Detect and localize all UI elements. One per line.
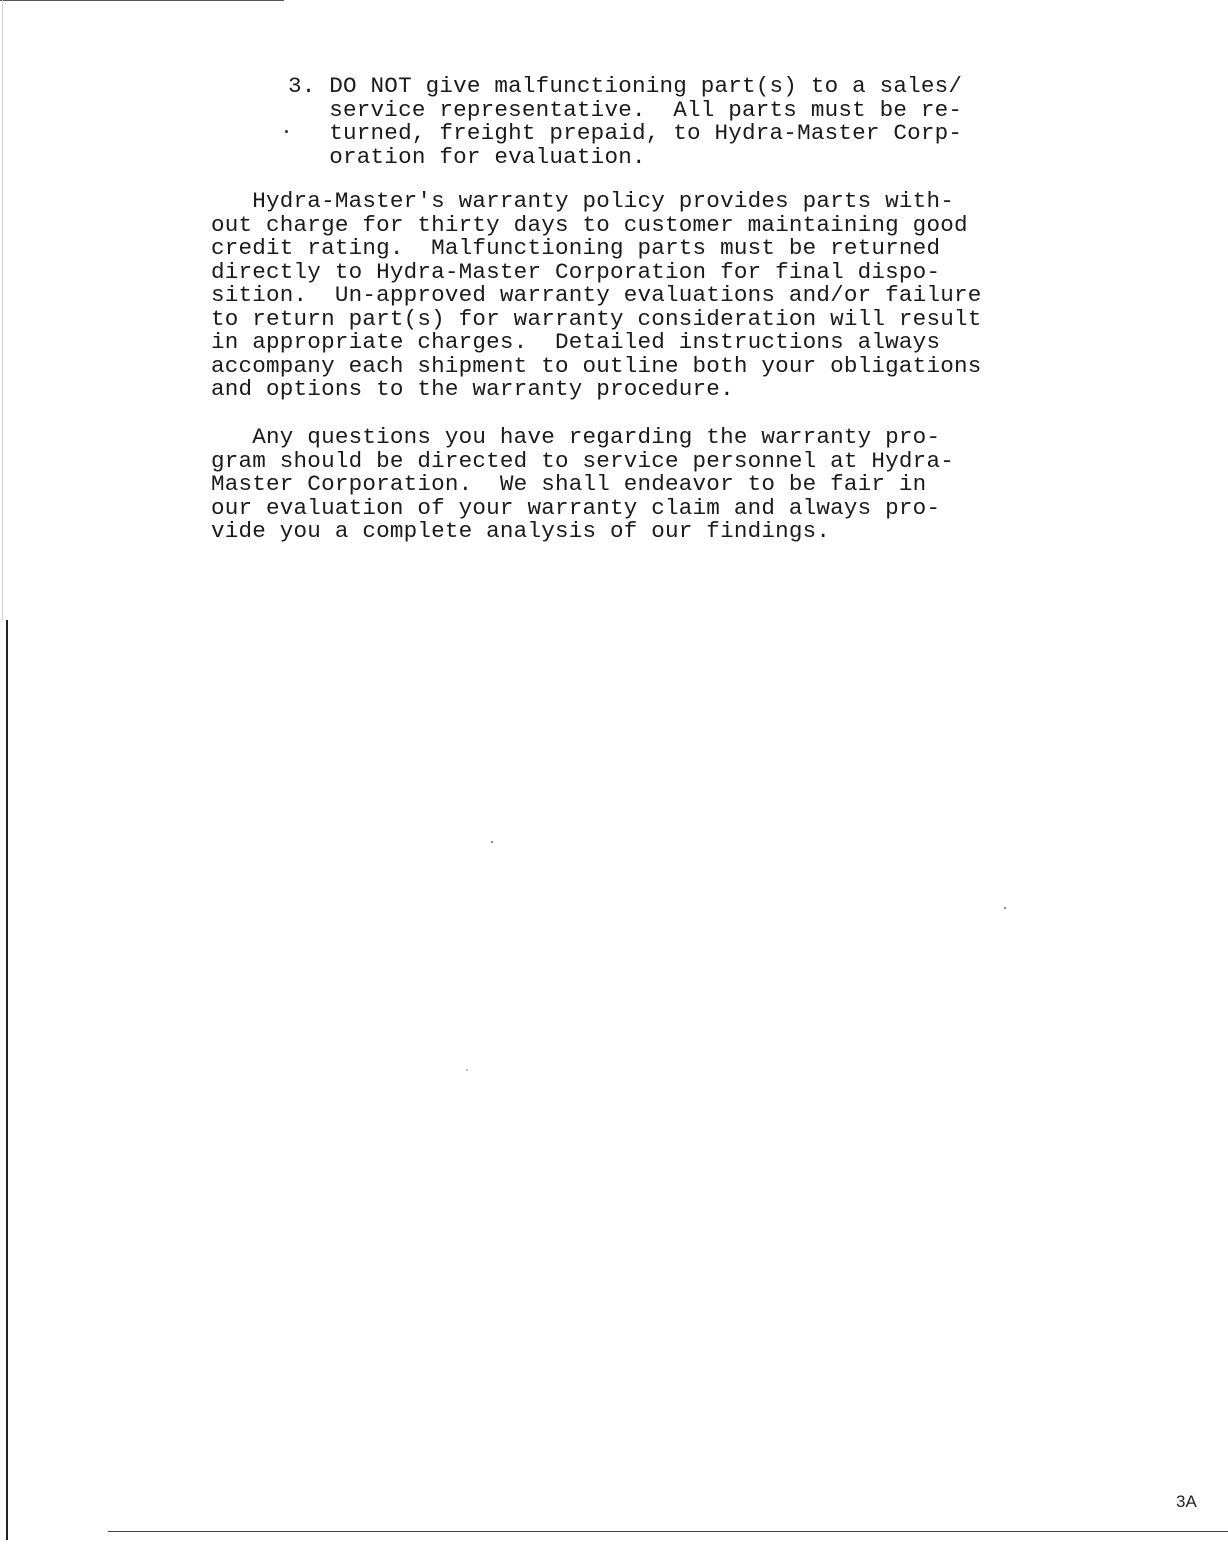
list-item-line: oration for evaluation. [288,143,646,170]
scan-speck [466,1069,468,1071]
stray-mark [285,130,288,133]
paragraph-warranty-policy [211,190,981,402]
paragraph-line: to return part(s) for warranty consideration will result [211,305,982,332]
paragraph-line: Any questions you have regarding the warranty pro- [211,424,941,450]
list-item-line: turned, freight prepaid, to Hydra-Master Corp- [288,120,963,146]
list-item-line: service representative. All parts must be re- [288,96,963,123]
paragraph-line: in appropriate charges. Detailed instructions always [211,329,941,355]
paragraph-line: Hydra-Master's warranty policy provides parts with- [211,188,954,214]
scan-edge-top [0,0,284,1]
list-item-3 [288,75,962,169]
paragraph-line: out charge for thirty days to customer maintaining good [211,211,968,238]
scan-edge-left-faint [2,0,3,620]
paragraph-line: gram should be directed to service personnel at Hydra- [211,447,954,474]
paragraph-line: our evaluation of your warranty claim and always pro- [211,494,941,521]
list-item-line: 3. DO NOT give malfunctioning part(s) to a sales/ [288,73,963,99]
scan-speck [491,841,493,843]
paragraph-line: Master Corporation. We shall endeavor to be fair in [211,471,927,497]
paragraph-questions [211,426,954,544]
paragraph-line: accompany each shipment to outline both your obligations [211,352,982,379]
paragraph-line: and options to the warranty procedure. [211,376,734,402]
scan-speck [1004,907,1006,909]
page-number: 3A [1176,1492,1197,1511]
paragraph-line: credit rating. Malfunctioning parts must be returned [211,235,941,261]
paragraph-line: vide you a complete analysis of our findings. [211,518,831,544]
paragraph-line: directly to Hydra-Master Corporation for final dispo- [211,258,941,285]
paragraph-line: sition. Un-approved warranty evaluations and/or failure [211,282,982,308]
scan-edge-left [6,620,8,1540]
scan-edge-bottom [108,1531,1228,1532]
